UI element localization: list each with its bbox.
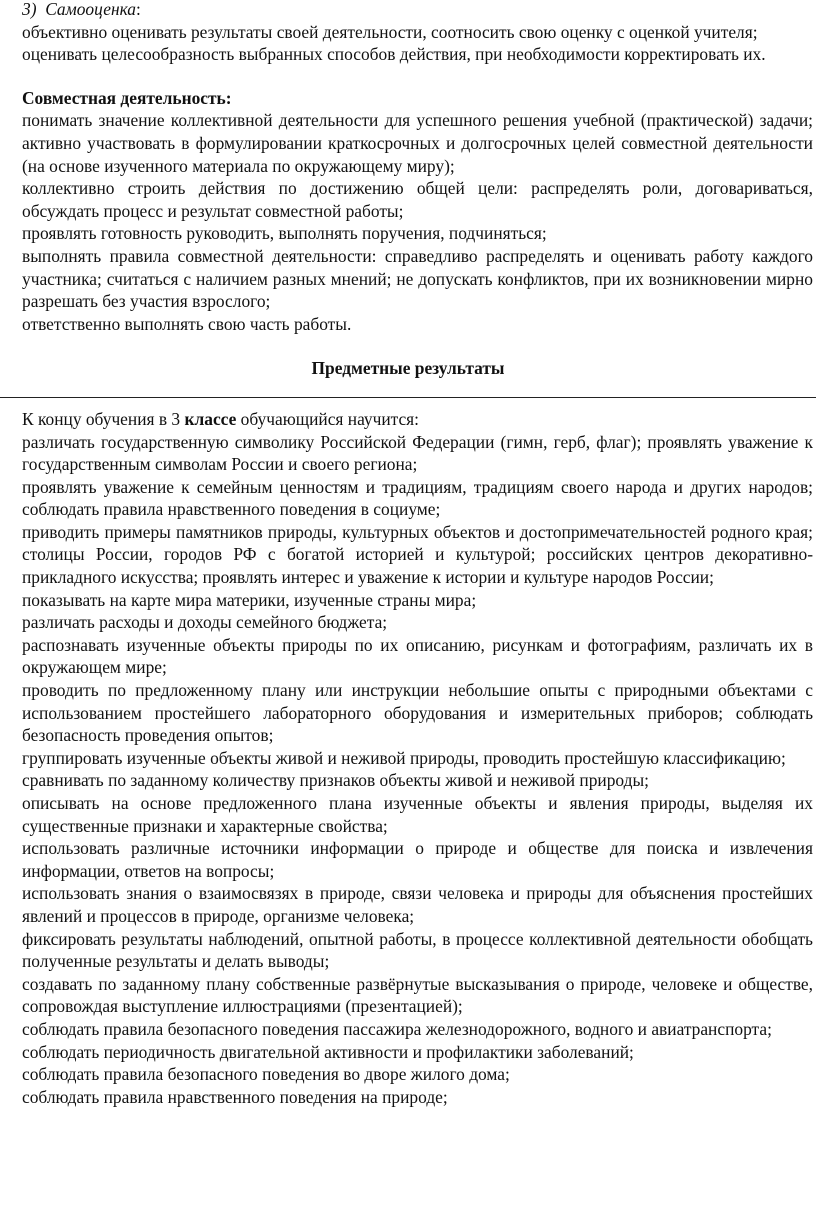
subject-result-item: группировать изученные объекты живой и неживой природы, проводить простейшую классификацию; [22, 747, 786, 768]
blank-line [0, 335, 816, 357]
subject-result-item: различать государственную символику Российской Федерации (гимн, герб, флаг); проявлять уважение к государственным символам России и своего региона; [22, 431, 813, 475]
subject-result-item: соблюдать периодичность двигательной активности и профилактики заболеваний; [22, 1041, 634, 1062]
subject-result-item: соблюдать правила безопасного поведения пассажира железнодорожного, водного и авиатранспорта; [22, 1018, 772, 1039]
subject-results-section [0, 408, 816, 1108]
joint-activity-item: проявлять готовность руководить, выполнять поручения, подчиняться; [22, 223, 547, 244]
self-assessment-title: Самооценка [45, 0, 136, 19]
section-divider [0, 397, 816, 398]
self-assessment-section [0, 0, 816, 66]
subject-result-item: проявлять уважение к семейным ценностям и традициям, традициям своего народа и других народов; соблюдать правила нравственного поведения в социуме; [22, 476, 813, 520]
subject-result-item: различать расходы и доходы семейного бюджета; [22, 612, 388, 633]
subject-result-item: фиксировать результаты наблюдений, опытной работы, в процессе коллективной деятельности обобщать полученные результаты и делать выводы; [22, 928, 813, 972]
subject-result-item: использовать знания о взаимосвязях в природе, связи человека и природы для объяснения простейших явлений и процессов в природе, организме человека; [22, 883, 813, 926]
joint-activity-item: ответственно выполнять свою часть работы. [22, 313, 352, 334]
subject-result-item: соблюдать правила безопасного поведения во дворе жилого дома; [22, 1064, 510, 1085]
subject-results-intro [22, 408, 813, 431]
joint-activity-heading: Совместная деятельность: [22, 87, 232, 108]
subject-result-item: использовать различные источники информации о природе и обществе для поиска и извлечения информации, ответов на вопросы; [22, 838, 813, 881]
self-assessment-number: 3) [22, 0, 37, 19]
subject-result-item: показывать на карте мира материки, изученные страны мира; [22, 589, 477, 610]
joint-activity-item: выполнять правила совместной деятельности: справедливо распределять и оценивать работу каждого участника; считаться с наличием разных мнений; не допускать конфликтов, при их возникновении мирно разрешать без участия взрослого; [22, 245, 813, 312]
subject-results-title: Предметные результаты [311, 358, 505, 379]
subject-result-item: приводить примеры памятников природы, культурных объектов и достопримечательностей родного края; столицы России, городов РФ с богатой историей и культурой; российских центров декоративно-прикладного искусства; проявлять интерес и уважение к истории и культуре народов России; [22, 521, 813, 588]
joint-activity-section [0, 87, 816, 336]
subject-result-item: соблюдать правила нравственного поведения на природе; [22, 1086, 448, 1107]
intro-class-word: классе [184, 408, 237, 429]
self-assessment-colon: : [135, 0, 141, 19]
blank-line [0, 66, 816, 87]
subject-result-item: проводить по предложенному плану или инструкции небольшие опыты с природными объектами с использованием простейшего лабораторного оборудования и измерительных приборов; соблюдать безопасность проведения опытов; [22, 680, 813, 746]
subject-result-item: сравнивать по заданному количеству признаков объекты живой и неживой природы; [22, 770, 649, 791]
joint-activity-item: понимать значение коллективной деятельности для успешного решения учебной (практической) задачи; активно участвовать в формулировании краткосрочных и долгосрочных целей совместной деятельности (на основе изученного материала по окружающему миру); [22, 110, 813, 176]
self-assessment-item: объективно оценивать результаты своей деятельности, соотносить свою оценку с оценкой учителя; [22, 21, 758, 42]
subject-result-item: распознавать изученные объекты природы по их описанию, рисункам и фотографиям, различать их в окружающем мире; [22, 634, 813, 678]
self-assessment-heading [22, 0, 813, 21]
joint-activity-item: коллективно строить действия по достижению общей цели: распределять роли, договариваться, обсуждать процесс и результат совместной работы; [22, 178, 813, 221]
intro-text-after: обучающийся научится: [236, 408, 420, 429]
subject-result-item: создавать по заданному плану собственные развёрнутые высказывания о природе, человеке и обществе, сопровождая выступление иллюстрациями (презентацией); [22, 973, 813, 1017]
intro-text-before: К концу обучения в 3 [22, 408, 185, 429]
self-assessment-item: оценивать целесообразность выбранных способов действия, при необходимости корректировать их. [22, 44, 766, 65]
subject-result-item: описывать на основе предложенного плана изученные объекты и явления природы, выделяя их существенные признаки и характерные свойства; [22, 793, 813, 836]
